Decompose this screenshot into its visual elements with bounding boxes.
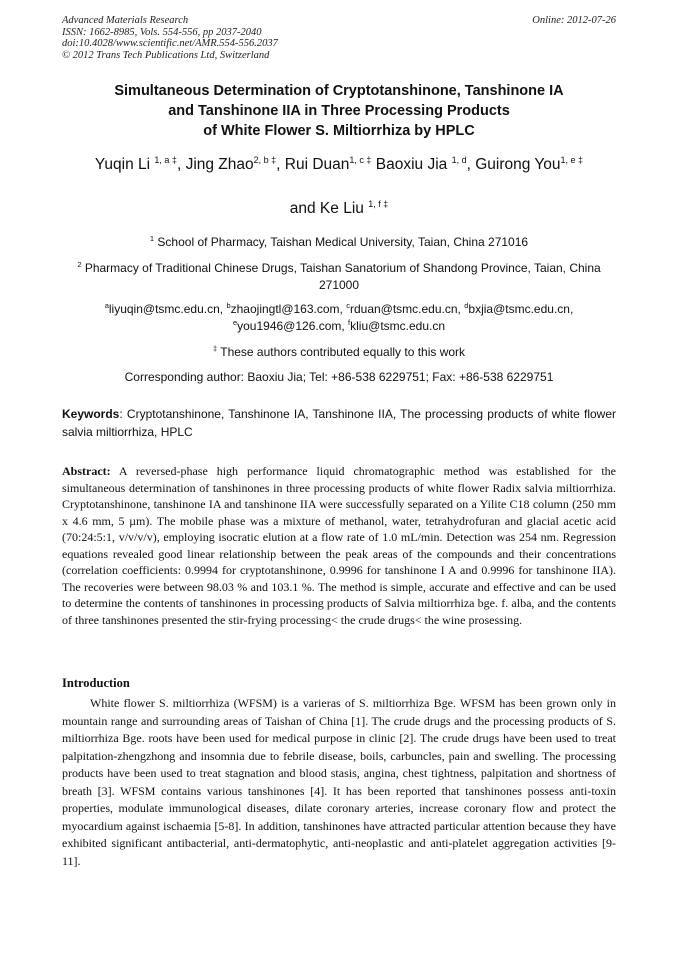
section-heading-introduction: Introduction	[62, 676, 130, 690]
title-line-3: of White Flower S. Miltiorrhiza by HPLC	[203, 123, 475, 139]
copyright-line: © 2012 Trans Tech Publications Ltd, Switzerland	[62, 49, 270, 61]
affiliation-text: Pharmacy of Traditional Chinese Drugs, Taishan Sanatorium of Shandong Province, Taian, China 271000	[84, 261, 601, 292]
email-line-2	[62, 318, 616, 335]
title-line-2: and Tanshinone IIA in Three Processing Products	[168, 103, 510, 119]
abstract-text: A reversed-phase high performance liquid chromatographic method was established for the simultaneous determination of tanshinones in three processing products of white flower Radix salvia miltiorrhiza. Cryptotanshinone, tanshinone IA and tanshinone IIA were successfully separated on a Yilite C18 column (250 mm x 4.6 mm, 5 µm). The mobile phase was a mixture of methanol, water, tetrahydrofuran and glacial acetic acid (70:24:5:1, v/v/v/v), employing isocratic elution at a flow rate of 1.0 mL/min. Detection was 254 nm. Regression equations revealed good linear relationship between the peak areas of the compounds and their concentrations (correlation coefficients: 0.9994 for cryptotanshinone, 0.9996 for tanshinone I A and 0.9996 for tanshinone IIA). The recoveries were between 98.03 % and 103.1 %. The method is simple, accurate and effective and can be used to determine the contents of tanshinones in processing products of Salvia miltiorrhiza bge. f. alba, and the contents of three tanshinones presented the stir-frying processing< the crude drugs< the wine prosessing.	[62, 464, 616, 627]
author: Baoxiu Jia $^{1, d}$,	[375, 155, 476, 173]
email-address: you1946@126.com	[237, 319, 342, 333]
email: $^c$rduan@tsmc.edu.cn,	[346, 301, 465, 316]
author-affiliation-mark: 1, e ‡	[560, 155, 584, 165]
affiliation-2	[62, 260, 616, 294]
author-list-line-1	[62, 155, 616, 175]
author: Jing Zhao$^{2, b \ddagger}$,	[185, 155, 285, 173]
keywords	[62, 405, 616, 441]
email: $^e$you1946@126.com,	[232, 318, 349, 333]
author	[290, 200, 388, 217]
paper-title	[62, 81, 616, 141]
online-date: Online: 2012-07-26	[532, 15, 616, 26]
email: $^d$bxjia@tsmc.edu.cn,	[464, 301, 574, 316]
author: Yuqin Li $^{1, a \ddagger}$,	[94, 155, 186, 173]
keywords-label: Keywords	[62, 407, 120, 421]
author-name: and Ke Liu	[289, 200, 364, 217]
keywords-text: : Cryptotanshinone, Tanshinone IA, Tanshinone IIA, The processing products of white flower salvia miltiorrhiza, HPLC	[62, 407, 616, 439]
equal-contribution-note	[62, 344, 616, 361]
abstract	[62, 463, 616, 628]
author-name: Rui Duan	[284, 156, 350, 173]
email-address: kliu@tsmc.edu.cn	[350, 319, 446, 333]
email-address: rduan@tsmc.edu.cn	[349, 302, 458, 316]
corresponding-author: Corresponding author: Baoxiu Jia; Tel: +86-538 6229751; Fax: +86-538 6229751	[124, 370, 554, 384]
affiliation-number: 2	[77, 260, 82, 269]
email: $^f$kliu@tsmc.edu.cn	[348, 318, 446, 333]
abstract-label: Abstract:	[62, 464, 111, 478]
email: $^b$zhaojingtl@163.com,	[226, 301, 347, 316]
affiliation-1	[62, 234, 616, 251]
author-list-line-2	[62, 199, 616, 219]
issn-line: ISSN: 1662-8985, Vols. 554-556, pp 2037-2040	[62, 26, 262, 38]
email-line-1	[62, 301, 616, 318]
author-name: Baoxiu Jia	[375, 156, 448, 173]
journal-name: Advanced Materials Research	[62, 15, 189, 26]
equal-contribution-text: These authors contributed equally to this work	[217, 345, 466, 359]
email: $^a$liyuqin@tsmc.edu.cn,	[104, 301, 227, 316]
doi-line: doi:10.4028/www.scientific.net/AMR.554-556.2037	[62, 38, 278, 49]
introduction-paragraph: White flower S. miltiorrhiza (WFSM) is a varieras of S. miltiorrhiza Bge. WFSM has been grown only in mountain range and surrounding areas of Taishan of China [1]. The crude drugs and the processing products of S. miltiorrhiza Bge. roots have been used for medical purpose in clinic [2]. The crude drugs have been used to treat palpitation-zhengzhong and insomnia due to febrile disease, boils, carbuncles, pain and swelling. The processing products have been used to treat stagnation and blood stasis, angina, chest tightness, palpitation and shortness of breath [3]. WFSM contains various tanshinones [4]. It has been reported that tanshinones possess anti-toxin properties, modulate immunological diseases, dilate coronary arteries, increase coronary flow and protect the myocardium against ischaemia [5-8]. In addition, tanshinones have attracted particular attention because they have exhibited significant antibacterial, anti-dermatophytic, anti-neoplastic and anti-platelet aggregation activities [9-11].	[62, 696, 616, 868]
author-affiliation-mark: 1, c ‡	[349, 155, 372, 165]
author-name: Jing Zhao	[185, 156, 254, 173]
title-line-1: Simultaneous Determination of Cryptotanshinone, Tanshinone IA	[114, 83, 564, 99]
email-address: liyuqin@tsmc.edu.cn	[108, 302, 220, 316]
author	[285, 156, 376, 173]
double-dagger-mark: ‡	[212, 344, 218, 353]
author-affiliation-mark: 1, a ‡	[154, 155, 177, 165]
affiliation-text: School of Pharmacy, Taishan Medical University, Taian, China 271016	[157, 235, 529, 249]
author-affiliation-mark: 2, b ‡	[253, 155, 277, 165]
journal-header	[62, 15, 616, 61]
author-affiliation-mark: 1, f ‡	[368, 199, 389, 209]
author	[475, 156, 583, 173]
author-name: Yuqin Li	[94, 156, 151, 173]
email-address: bxjia@tsmc.edu.cn	[468, 302, 570, 316]
author-affiliation-mark: 1, d	[451, 155, 467, 165]
author-name: Guirong You	[475, 156, 561, 173]
affiliation-number: 1	[149, 234, 155, 243]
email-address: zhaojingtl@163.com	[230, 302, 340, 316]
